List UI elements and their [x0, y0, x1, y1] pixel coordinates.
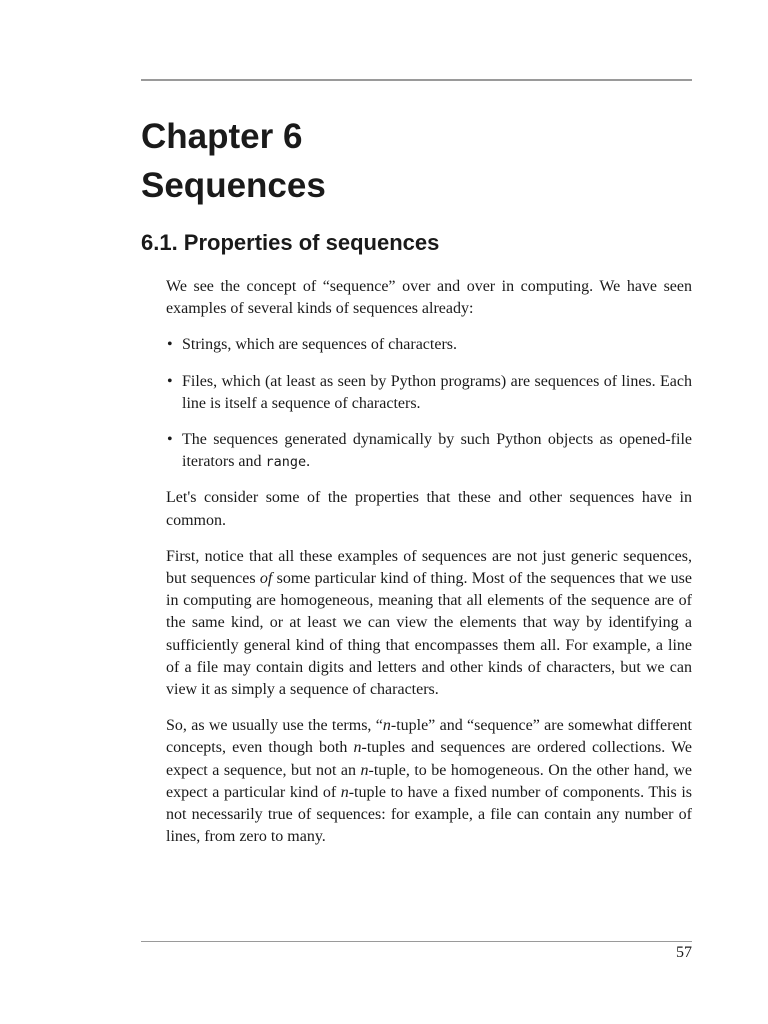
text-run: -tuples and sequences are ordered collections. We expect a sequence, but not an	[166, 739, 693, 779]
list-item-text: Strings, which are sequences of characters.	[182, 336, 457, 354]
text-run: some particular kind of thing. Most of the sequences that we use in computing are homogeneous, meaning that all elements of the sequence are of the same kind, or at least we can view the elements that way by identifying a sufficiently general kind of thing that encompasses them all. For example, a line of a file may contain digits and letters and other kinds of characters, but we can view it as simply a sequence of characters.	[166, 570, 693, 699]
emphasis: of	[259, 570, 273, 588]
emphasis: n	[353, 739, 362, 757]
emphasis: n	[382, 717, 391, 735]
list-item-end: .	[306, 453, 311, 471]
body-text	[166, 276, 692, 862]
bullet-icon: •	[167, 336, 173, 354]
text-run: First, notice that all these examples of sequences are not just generic sequences, but sequences	[166, 547, 692, 588]
emphasis: n	[360, 761, 369, 779]
examples-list	[166, 334, 692, 473]
top-rule	[141, 79, 692, 81]
page-number: 57	[676, 944, 692, 961]
section-title: 6.1. Properties of sequences	[141, 230, 440, 255]
list-item	[166, 429, 692, 473]
text-run: So, as we usually use the terms, “	[166, 717, 383, 735]
intro-paragraph: We see the concept of “sequence” over and over in computing. We have seen examples of several kinds of sequences already:	[166, 278, 692, 318]
text-run: -tuple to have a fixed number of components. This is not necessarily true of sequences: for example, a file can contain any number of lines, from zero to many.	[166, 783, 693, 846]
list-item	[166, 334, 692, 356]
list-item	[166, 371, 692, 415]
bullet-icon: •	[167, 431, 173, 449]
chapter-heading	[141, 112, 326, 210]
list-item-text: Files, which (at least as seen by Python programs) are sequences of lines. Each line is itself a sequence of characters.	[182, 372, 692, 412]
text-run: -tuple, to be homogeneous. On the other hand, we expect a particular kind of	[166, 761, 692, 801]
list-item-text: The sequences generated dynamically by such Python objects as opened-file iterators and	[182, 431, 692, 471]
bottom-rule	[141, 941, 692, 942]
emphasis: n	[340, 783, 349, 801]
tuple-paragraph	[166, 715, 692, 848]
chapter-title: Sequences	[141, 166, 326, 205]
chapter-label: Chapter 6	[141, 117, 303, 156]
text-run: -tuple” and “sequence” are somewhat different concepts, even though both	[166, 717, 693, 757]
first-paragraph	[166, 546, 692, 701]
inline-code: range	[265, 454, 307, 471]
bullet-icon: •	[167, 372, 173, 390]
consider-paragraph: Let's consider some of the properties that these and other sequences have in common.	[166, 489, 692, 529]
